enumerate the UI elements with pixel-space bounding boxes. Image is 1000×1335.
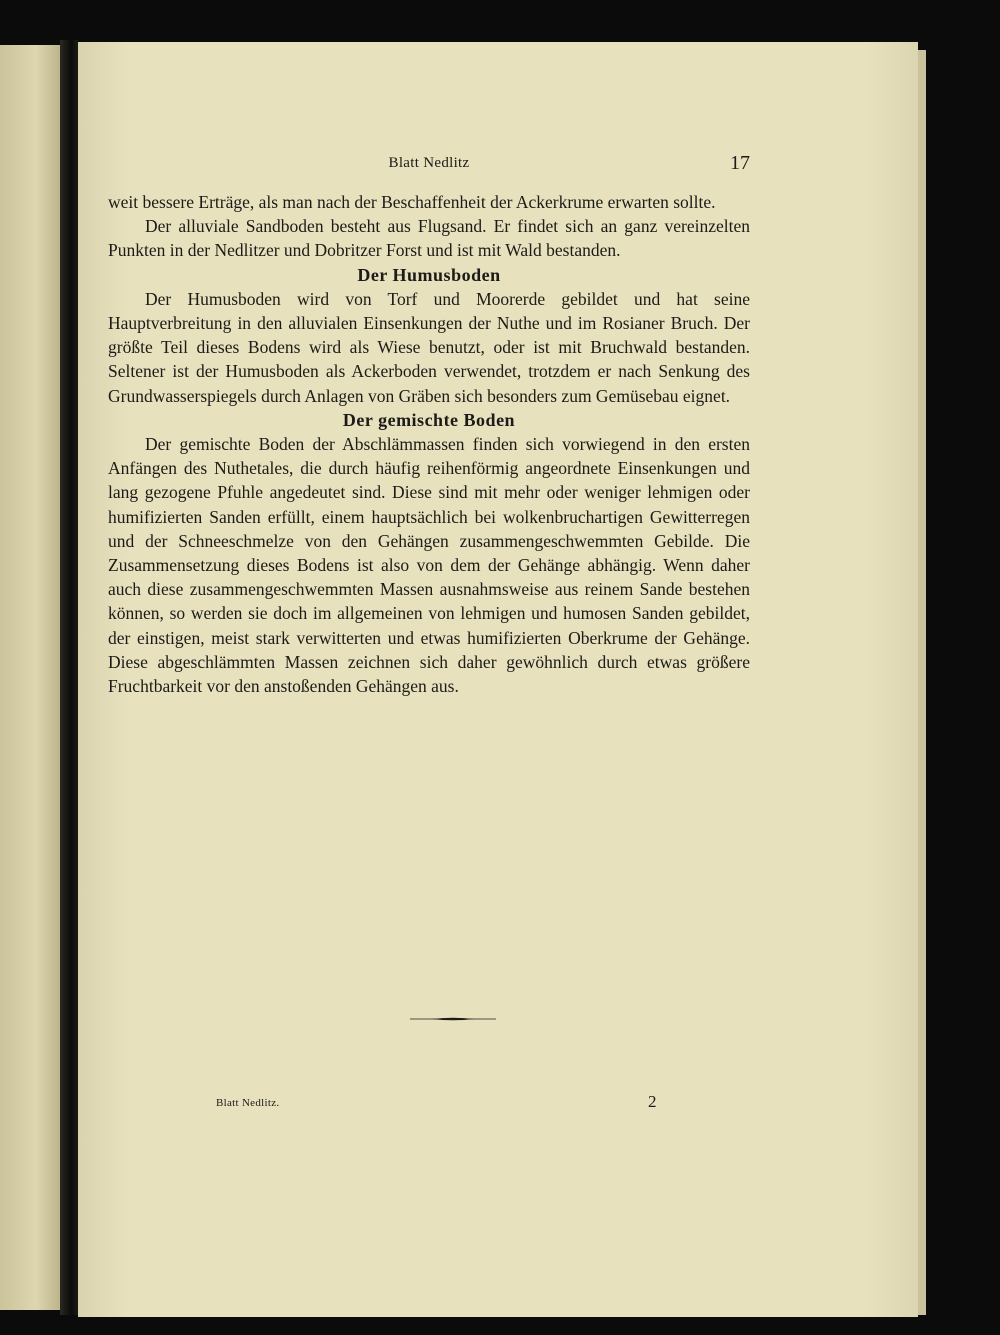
printer-signature-line <box>108 1094 750 1116</box>
page-body <box>108 190 750 698</box>
signature-mark: Blatt Nedlitz. <box>216 1097 280 1109</box>
end-ornament-rule <box>410 1017 496 1021</box>
paragraph-humusboden: Der Humusboden wird von Torf und Moorerde gebildet und hat seine Hauptverbreitung in den alluvialen Einsenkungen der Nuthe und im Rosianer Bruch. Der größte Teil dieses Bodens wird als Wiese benutzt, oder ist mit Bruchwald bestanden. Seltener ist der Humusboden als Ackerboden verwendet, trotzdem er nach Senkung des Grundwasserspiegels durch Anlagen von Gräben sich besonders zum Gemüsebau eignet. <box>108 288 750 406</box>
section-heading-humusboden: Der Humusboden <box>357 264 501 285</box>
signature-number: 2 <box>648 1092 657 1111</box>
previous-page-edge <box>0 45 60 1310</box>
paragraph-sandboden: Der alluviale Sandboden besteht aus Flugsand. Er findet sich an ganz vereinzelten Punkten in der Nedlitzer und Dobritzer Forst und ist mit Wald bestanden. <box>108 216 750 261</box>
paragraph-gemischter-boden: Der gemischte Boden der Abschlämmassen finden sich vorwiegend in den ersten Anfängen des Nuthetales, die durch häufig reihenförmig angeordnete Einsenkungen und lang gezogene Pfuhle angedeutet sind. Diese sind mit mehr oder weniger lehmigen oder humifizierten Sanden erfüllt, einem hauptsächlich bei wolkenbruchartigen Gewitterregen und der Schneeschmelze von den Gehängen zusammengeschwemmten Gebilde. Die Zusammensetzung dieses Bodens ist also von dem der Gehänge abhängig. Wenn daher auch diese zusammengeschwemmten Massen ausnahmsweise aus reinem Sande bestehen können, so werden sie doch im allgemeinen von lehmigen und humosen Sanden gebildet, der einstigen, meist stark verwitterten und etwas humifizierten Oberkrume der Gehänge. Diese abgeschlämmten Massen zeichnen sich daher gewöhnlich durch etwas größere Fruchtbarkeit vor den anstoßenden Gehängen aus. <box>108 434 750 697</box>
paragraph-continuation: weit bessere Erträge, als man nach der Beschaffenheit der Ackerkrume erwarten sollte. <box>108 192 716 212</box>
page-number: 17 <box>730 152 750 174</box>
section-heading-gemischter-boden: Der gemischte Boden <box>342 409 516 430</box>
running-head-title: Blatt Nedlitz <box>388 155 470 171</box>
running-head <box>108 152 750 179</box>
book-gutter <box>60 40 78 1315</box>
page-stack-edge <box>918 50 926 1315</box>
